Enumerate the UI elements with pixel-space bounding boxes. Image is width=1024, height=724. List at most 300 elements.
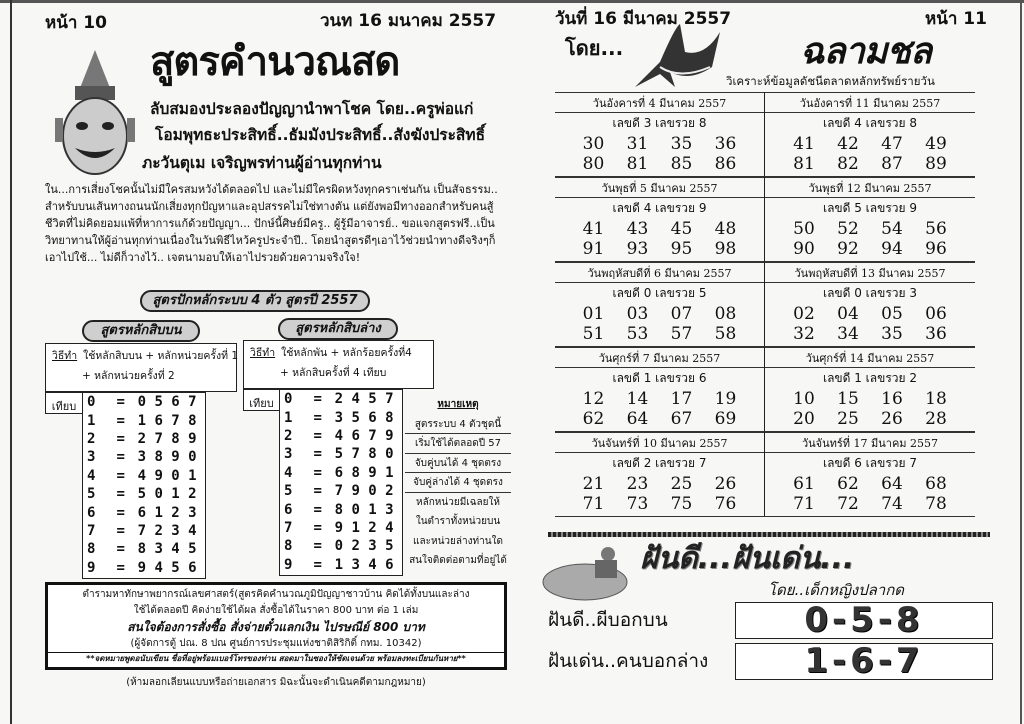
formula-digit: 4: [137, 467, 147, 484]
lucky-number: 02: [793, 304, 815, 324]
lucky-number: 82: [837, 154, 859, 174]
lucky-number: 86: [714, 154, 737, 174]
lucky-number: 20: [793, 409, 815, 429]
byline-prefix: โดย...: [565, 36, 624, 60]
equals-sign: =: [116, 430, 125, 447]
note-line: สูตรระบบ 4 ตัวชุดนี้: [405, 415, 511, 435]
formula-digit: 8: [188, 412, 197, 429]
method-line-2: + หลักหน่วยครั้งที่ 2: [82, 370, 175, 382]
formula-digit: 5: [284, 483, 293, 500]
lucky-number: 15: [837, 389, 859, 409]
formula-digit: 5: [334, 446, 344, 463]
formula-digit: 4: [87, 467, 96, 484]
shark-icon: [630, 22, 725, 90]
note-line: จับคู่ล่างได้ 4 ชุดตรง: [405, 473, 511, 493]
day-block: [555, 92, 975, 177]
equals-sign: =: [313, 446, 322, 463]
lucky-digits: เลขดี 0 เลขรวย 5: [612, 286, 707, 300]
formula-digit: 9: [284, 556, 293, 573]
book-order-ad: [45, 582, 507, 670]
number-row: [555, 324, 764, 344]
number-row: [765, 239, 975, 259]
formula-digit: 4: [284, 464, 293, 481]
lucky-number: 31: [626, 134, 649, 154]
formula-digit: 5: [188, 541, 197, 558]
lucky-number: 08: [714, 304, 737, 324]
lucky-number: 71: [582, 494, 605, 514]
equals-sign: =: [116, 449, 125, 466]
equals-sign: =: [116, 522, 125, 539]
formula-digit: 9: [334, 519, 344, 536]
formula-digit: 2: [171, 504, 180, 521]
equals-sign: =: [313, 464, 322, 481]
lucky-number: 50: [793, 219, 815, 239]
formula-digit: 7: [188, 394, 197, 411]
formula-digit: 9: [137, 559, 147, 576]
lucky-number: 81: [626, 154, 649, 174]
lucky-number: 45: [670, 219, 693, 239]
day-block: [555, 347, 975, 432]
ad-line-3: สนใจต้องการสั่งซื้อ สั่งจ่ายตั๋วแลกเงิน ไปรษณีย์ 800 บาท: [127, 620, 425, 634]
formula-digit: 6: [87, 504, 96, 521]
lucky-number: 94: [881, 239, 903, 259]
formula-digit: 3: [368, 538, 377, 555]
formula-digit: 0: [385, 446, 394, 463]
method-label: วิธีทำ: [52, 350, 78, 362]
formula-digit: 1: [137, 412, 147, 429]
equals-sign: =: [313, 391, 322, 408]
formula-digit: 9: [368, 464, 377, 481]
formula-row: [83, 411, 205, 429]
equals-sign: =: [116, 412, 125, 429]
number-row: [765, 304, 975, 324]
formula-digit: 1: [334, 556, 344, 573]
note-line: หลักหน่วยมีเฉลยให้: [416, 496, 500, 508]
number-row: [555, 304, 764, 324]
formula-row: [83, 393, 205, 411]
lucky-number: 36: [925, 324, 947, 344]
lucky-number: 68: [925, 474, 947, 494]
note-line: และหน่วยล่างท่านใด: [413, 535, 503, 547]
lucky-number: 47: [881, 134, 903, 154]
entry-date: วันอังคารที่ 11 มีนาคม 2557: [765, 92, 975, 113]
day-entry: [555, 262, 765, 346]
day-entry: [555, 347, 765, 431]
day-entry: [555, 92, 765, 176]
formula-row: [83, 540, 205, 558]
method-line-2: + หลักสิบครั้งที่ 4 เทียบ: [280, 367, 387, 379]
number-row: [555, 494, 764, 514]
formula-digit: 6: [368, 409, 377, 426]
formula-digit: 0: [368, 483, 377, 500]
number-row: [555, 134, 764, 154]
equals-sign: =: [116, 541, 125, 558]
formula-digit: 4: [154, 559, 163, 576]
lucky-number: 67: [670, 409, 693, 429]
lucky-digits: เลขดี 1 เลขรวย 6: [612, 371, 707, 385]
formula-digit: 1: [351, 519, 360, 536]
equals-sign: =: [116, 559, 125, 576]
upper-formula-heading: สูตรหลักสิบบน: [82, 320, 200, 342]
formula-digit: 7: [351, 446, 360, 463]
lucky-number: 81: [793, 154, 815, 174]
formula-row: [83, 503, 205, 521]
formula-row: [280, 390, 402, 408]
entry-date: วันพฤหัสบดีที่ 13 มีนาคม 2557: [765, 262, 975, 283]
formula-digit: 0: [87, 394, 96, 411]
lucky-number: 34: [837, 324, 859, 344]
lucky-number: 76: [714, 494, 737, 514]
formula-digit: 5: [368, 391, 377, 408]
lucky-number: 32: [793, 324, 815, 344]
formula-row: [83, 430, 205, 448]
formula-banner: สูตรปักหลักระบบ 4 ตัว สูตรปี 2557: [140, 290, 370, 312]
formula-digit: 2: [284, 427, 293, 444]
formula-digit: 8: [334, 501, 344, 518]
number-row: [765, 494, 975, 514]
formula-row: [83, 522, 205, 540]
number-row: [765, 474, 975, 494]
equals-sign: =: [116, 394, 125, 411]
formula-row: [280, 537, 402, 555]
left-page-date: วนท 16 มนาคม 2557: [320, 11, 497, 31]
formula-digit: 2: [87, 430, 96, 447]
formula-digit: 1: [284, 409, 293, 426]
entry-date: วันพฤหัสบดีที่ 6 มีนาคม 2557: [555, 262, 764, 283]
formula-digit: 3: [171, 522, 180, 539]
lucky-number: 71: [793, 494, 815, 514]
lucky-digits: เลขดี 1 เลขรวย 2: [822, 371, 918, 385]
formula-digit: 8: [171, 430, 180, 447]
lucky-digits: เลขดี 4 เลขรวย 9: [612, 201, 707, 215]
upper-dream-numbers: 0-5-8: [735, 602, 993, 639]
formula-digit: 0: [284, 391, 293, 408]
formula-digit: 7: [284, 519, 293, 536]
formula-digit: 8: [385, 409, 394, 426]
lucky-number: 58: [714, 324, 737, 344]
formula-row: [280, 500, 402, 518]
lucky-digits: เลขดี 2 เลขรวย 7: [612, 456, 707, 470]
lucky-number: 53: [626, 324, 649, 344]
formula-digit: 7: [385, 391, 394, 408]
entry-date: วันจันทร์ที่ 17 มีนาคม 2557: [765, 432, 975, 453]
lucky-number: 25: [837, 409, 859, 429]
method-label: วิธีทำ: [250, 347, 276, 359]
lucky-number: 78: [925, 494, 947, 514]
equals-sign: =: [116, 504, 125, 521]
lower-formula-table: [279, 389, 403, 576]
right-page-date: วันที่ 16 มีนาคม 2557: [555, 9, 732, 29]
decorative-divider: [548, 532, 990, 537]
lucky-number: 96: [925, 239, 947, 259]
upper-dream-label: ฝันดี..ผีบอกบน: [548, 609, 668, 631]
formula-digit: 6: [351, 427, 360, 444]
lucky-number: 90: [793, 239, 815, 259]
note-line: เริ่มใช้ได้ตลอดปี 57: [405, 434, 511, 454]
lower-dream-label: ฝันเด่น..คนบอกล่าง: [548, 650, 709, 672]
method-line-1: ใช้หลักสิบบน + หลักหน่วยครั้งที่ 1: [83, 350, 239, 362]
page-edge-right: [1020, 0, 1022, 724]
entry-date: วันจันทร์ที่ 10 มีนาคม 2557: [555, 432, 764, 453]
formula-digit: 2: [154, 522, 163, 539]
equals-sign: =: [313, 409, 322, 426]
formula-digit: 2: [188, 486, 197, 503]
lucky-number: 54: [881, 219, 903, 239]
formula-digit: 5: [87, 486, 96, 503]
lucky-number: 30: [582, 134, 605, 154]
formula-digit: 0: [137, 394, 147, 411]
formula-digit: 5: [385, 538, 394, 555]
note-line: สนใจติดต่อตามที่อยู่ได้: [409, 555, 507, 566]
formula-digit: 3: [137, 449, 147, 466]
formula-digit: 5: [154, 394, 163, 411]
page-number-11: หน้า 11: [925, 9, 987, 29]
entry-date: วันศุกร์ที่ 7 มีนาคม 2557: [555, 347, 764, 368]
lucky-number: 35: [670, 134, 693, 154]
formula-digit: 9: [87, 559, 96, 576]
lucky-number: 26: [714, 474, 737, 494]
lucky-number: 12: [582, 389, 605, 409]
lucky-number: 72: [837, 494, 859, 514]
formula-digit: 4: [334, 427, 344, 444]
lucky-number: 41: [582, 219, 605, 239]
formula-row: [83, 448, 205, 466]
lucky-number: 04: [837, 304, 859, 324]
formula-digit: 2: [351, 538, 360, 555]
formula-digit: 5: [137, 486, 147, 503]
lucky-number: 19: [714, 389, 737, 409]
day-entry: [765, 347, 975, 431]
lucky-number: 69: [714, 409, 737, 429]
lucky-number: 14: [626, 389, 649, 409]
lucky-number: 51: [582, 324, 605, 344]
formula-digit: 8: [368, 446, 377, 463]
equals-sign: =: [313, 556, 322, 573]
formula-digit: 7: [334, 483, 344, 500]
subtitle-3: ภะวันตุเม เจริญพรท่านผู้อ่านทุกท่าน: [142, 154, 382, 172]
formula-row: [83, 485, 205, 503]
ad-line-4: (ผู้จัดการตู้ ปณ. 8 ปณ ศูนย์การประชุมแห่งชาติสิริกิติ์ กทม. 10342): [130, 638, 422, 649]
lucky-number: 64: [626, 409, 649, 429]
formula-digit: 0: [334, 538, 344, 555]
number-row: [765, 134, 975, 154]
formula-digit: 8: [137, 541, 147, 558]
formula-row: [280, 464, 402, 482]
formula-digit: 4: [188, 522, 197, 539]
formula-digit: 0: [154, 486, 163, 503]
compare-label-lower: เทียบ: [243, 389, 280, 411]
entry-date: วันศุกร์ที่ 14 มีนาคม 2557: [765, 347, 975, 368]
formula-digit: 5: [171, 559, 180, 576]
lucky-number: 95: [670, 239, 693, 259]
formula-row: [280, 556, 402, 574]
entry-date: วันพุธที่ 5 มีนาคม 2557: [555, 177, 764, 198]
number-row: [555, 154, 764, 174]
article-title: สูตรคำนวณสด: [150, 39, 400, 85]
lucky-number: 89: [925, 154, 947, 174]
lower-formula-heading: สูตรหลักสิบล่าง: [278, 318, 398, 340]
formula-row: [83, 467, 205, 485]
formula-digit: 6: [385, 556, 394, 573]
formula-digit: 7: [87, 522, 96, 539]
lucky-number: 74: [881, 494, 903, 514]
formula-digit: 9: [351, 483, 360, 500]
lucky-number: 01: [582, 304, 605, 324]
lower-method-box: [243, 340, 434, 389]
number-row: [765, 389, 975, 409]
formula-digit: 1: [87, 412, 96, 429]
lucky-number: 26: [881, 409, 903, 429]
page-edge-left: [10, 0, 12, 724]
formula-digit: 8: [87, 541, 96, 558]
formula-digit: 9: [385, 427, 394, 444]
formula-digit: 0: [188, 449, 197, 466]
lucky-number: 56: [925, 219, 947, 239]
tagline: วิเคราะห์ข้อมูลดัชนีตลาดหลักทรัพย์รายวัน: [726, 74, 935, 88]
formula-digit: 6: [188, 559, 197, 576]
lucky-number: 91: [582, 239, 605, 259]
ad-line-1: ตำรามหาทักษาพยากรณ์เลขศาสตร์(สูตรคิดคำนวณภูมิปัญญาชาวบ้าน คิดได้ทั้งบนและล่าง: [82, 589, 470, 600]
day-entry: [765, 177, 975, 261]
upper-method-box: [45, 343, 237, 392]
lower-dream-numbers: 1-6-7: [735, 643, 993, 680]
formula-digit: 6: [171, 394, 180, 411]
lucky-number: 06: [925, 304, 947, 324]
lucky-number: 87: [881, 154, 903, 174]
guru-mask-illustration-icon: [50, 48, 140, 178]
lucky-number: 07: [670, 304, 693, 324]
lucky-digits: เลขดี 3 เลขรวย 8: [612, 116, 707, 130]
formula-digit: 3: [351, 556, 360, 573]
entry-date: วันพุธที่ 12 มีนาคม 2557: [765, 177, 975, 198]
ad-line-5: **จดหมายพูดอนับเขียน ชื่อที่อยู่พร้อมเบอร์โทรของท่าน สอดมาในซองให้ชัดเจนด้วย พร้อมลงทะเบียนกันหาย**: [48, 652, 504, 665]
lucky-number: 05: [881, 304, 903, 324]
lucky-number: 62: [582, 409, 605, 429]
formula-digit: 3: [154, 541, 163, 558]
number-row: [765, 219, 975, 239]
formula-row: [280, 408, 402, 426]
formula-row: [280, 519, 402, 537]
lucky-number: 43: [626, 219, 649, 239]
intro-paragraph: ใน...การเสี่ยงโชคนั้นไม่มีใครสมหวังได้ตลอดไป และไม่มีใครผิดหวังทุกคราเช่นกัน เป็นสัจธรรม.. สำหรับบนเส้นทางถนนนักเสี่ยงทุกปัญหาและอุปสรรคไม่ใช่ทางตัน แต่ยังพอมีทางออกสำหรับคนสู้ชีวิตที่ไม่คิดยอมแพ้ที่หาการแก้ด้วยปัญญา... ปักษ์นี้ศิษย์มีครู.. ผู้รู้มีอาจารย์.. ขอแจกสูตรฟรี..เป็นวิทยาทานให้ผู้อ่านทุกท่านเนื่องในวันพิธีไหว้ครูประจำปี.. โดยนำสูตรดีๆเอาไว้ช่วยนำทางดีจริงๆก็เอาไปใช้... ไม่ดีก็วางไว้.. เจตนามอบให้เอาไปรวยด้วยความจริงใจ!: [45, 183, 498, 264]
number-row: [555, 474, 764, 494]
scan-edge: [0, 0, 1024, 3]
formula-digit: 2: [368, 519, 377, 536]
lucky-number: 25: [670, 474, 693, 494]
day-entry: [555, 177, 765, 261]
lucky-number: 17: [670, 389, 693, 409]
day-entry: [765, 262, 975, 346]
formula-digit: 7: [171, 412, 180, 429]
formula-digit: 9: [154, 467, 163, 484]
formula-digit: 1: [171, 486, 180, 503]
day-block: [555, 432, 975, 517]
formula-digit: 2: [334, 391, 344, 408]
lucky-number: 03: [626, 304, 649, 324]
lucky-number: 36: [714, 134, 737, 154]
formula-digit: 1: [188, 467, 197, 484]
equals-sign: =: [313, 501, 322, 518]
formula-digit: 2: [385, 483, 394, 500]
day-block: [555, 262, 975, 347]
compare-label-upper: เทียบ: [45, 392, 83, 414]
note-heading: หมายเหตุ: [437, 399, 479, 410]
upper-formula-table: [82, 392, 206, 579]
lucky-number: 16: [881, 389, 903, 409]
formula-digit: 6: [137, 504, 147, 521]
formula-row: [280, 427, 402, 445]
lucky-number: 28: [925, 409, 947, 429]
equals-sign: =: [116, 486, 125, 503]
formula-digit: 4: [171, 541, 180, 558]
lucky-number: 85: [670, 154, 693, 174]
formula-digit: 9: [188, 430, 197, 447]
logo-chalamchon: ฉลามชล: [800, 31, 932, 72]
formula-digit: 3: [385, 501, 394, 518]
dreamer-illustration-icon: [540, 540, 640, 605]
note-line: ในตำราทั้งหน่วยบน: [415, 516, 501, 527]
lucky-number: 92: [837, 239, 859, 259]
lucky-digits: เลขดี 4 เลขรวย 8: [822, 116, 918, 130]
method-line-1: ใช้หลักพัน + หลักร้อยครั้งที่4: [281, 347, 412, 359]
formula-digit: 0: [351, 501, 360, 518]
day-entry: [555, 432, 765, 516]
formula-digit: 9: [171, 449, 180, 466]
lucky-number: 49: [925, 134, 947, 154]
formula-digit: 0: [171, 467, 180, 484]
lucky-number: 57: [670, 324, 693, 344]
formula-digit: 5: [351, 409, 360, 426]
equals-sign: =: [313, 519, 322, 536]
lucky-number: 75: [670, 494, 693, 514]
formula-digit: 1: [385, 464, 394, 481]
number-row: [555, 219, 764, 239]
subtitle-2: โอมพุทธะประสิทธิ์..ธัมมังประสิทธิ์..สังฆังประสิทธิ์: [155, 126, 486, 144]
number-row: [555, 239, 764, 259]
lucky-number: 41: [793, 134, 815, 154]
dream-section-title: ฝันดี...ฝันเด่น...: [640, 541, 855, 576]
equals-sign: =: [313, 427, 322, 444]
lucky-number: 18: [925, 389, 947, 409]
formula-digit: 4: [385, 519, 394, 536]
lucky-number: 64: [881, 474, 903, 494]
subtitle-1: ลับสมองประลองปัญญานำพาโชค โดย..ครูพ่อแก่: [150, 100, 474, 118]
formula-digit: 3: [284, 446, 293, 463]
formula-digit: 2: [137, 430, 147, 447]
number-row: [765, 409, 975, 429]
day-block: [555, 177, 975, 262]
formula-digit: 4: [351, 391, 360, 408]
lucky-number: 93: [626, 239, 649, 259]
formula-digit: 3: [188, 504, 197, 521]
note-line: จับคู่บนได้ 4 ชุดตรง: [405, 454, 511, 474]
dream-byline: โดย..เด็กหญิงปลากด: [768, 581, 905, 599]
lucky-number: 23: [626, 474, 649, 494]
formula-row: [83, 559, 205, 577]
lucky-number: 48: [714, 219, 737, 239]
lucky-digits: เลขดี 5 เลขรวย 9: [822, 201, 918, 215]
lucky-digits: เลขดี 0 เลขรวย 3: [822, 286, 918, 300]
formula-digit: 7: [368, 427, 377, 444]
equals-sign: =: [116, 467, 125, 484]
formula-digit: 3: [334, 409, 344, 426]
stock-lucky-number-table: [555, 92, 975, 517]
lucky-number: 42: [837, 134, 859, 154]
number-row: [555, 389, 764, 409]
equals-sign: =: [313, 538, 322, 555]
number-row: [765, 324, 975, 344]
copyright-notice: (ห้ามลอกเลียนแบบหรือถ่ายเอกสาร มิฉะนั้นจะดำเนินคดีตามกฎหมาย): [126, 677, 426, 688]
